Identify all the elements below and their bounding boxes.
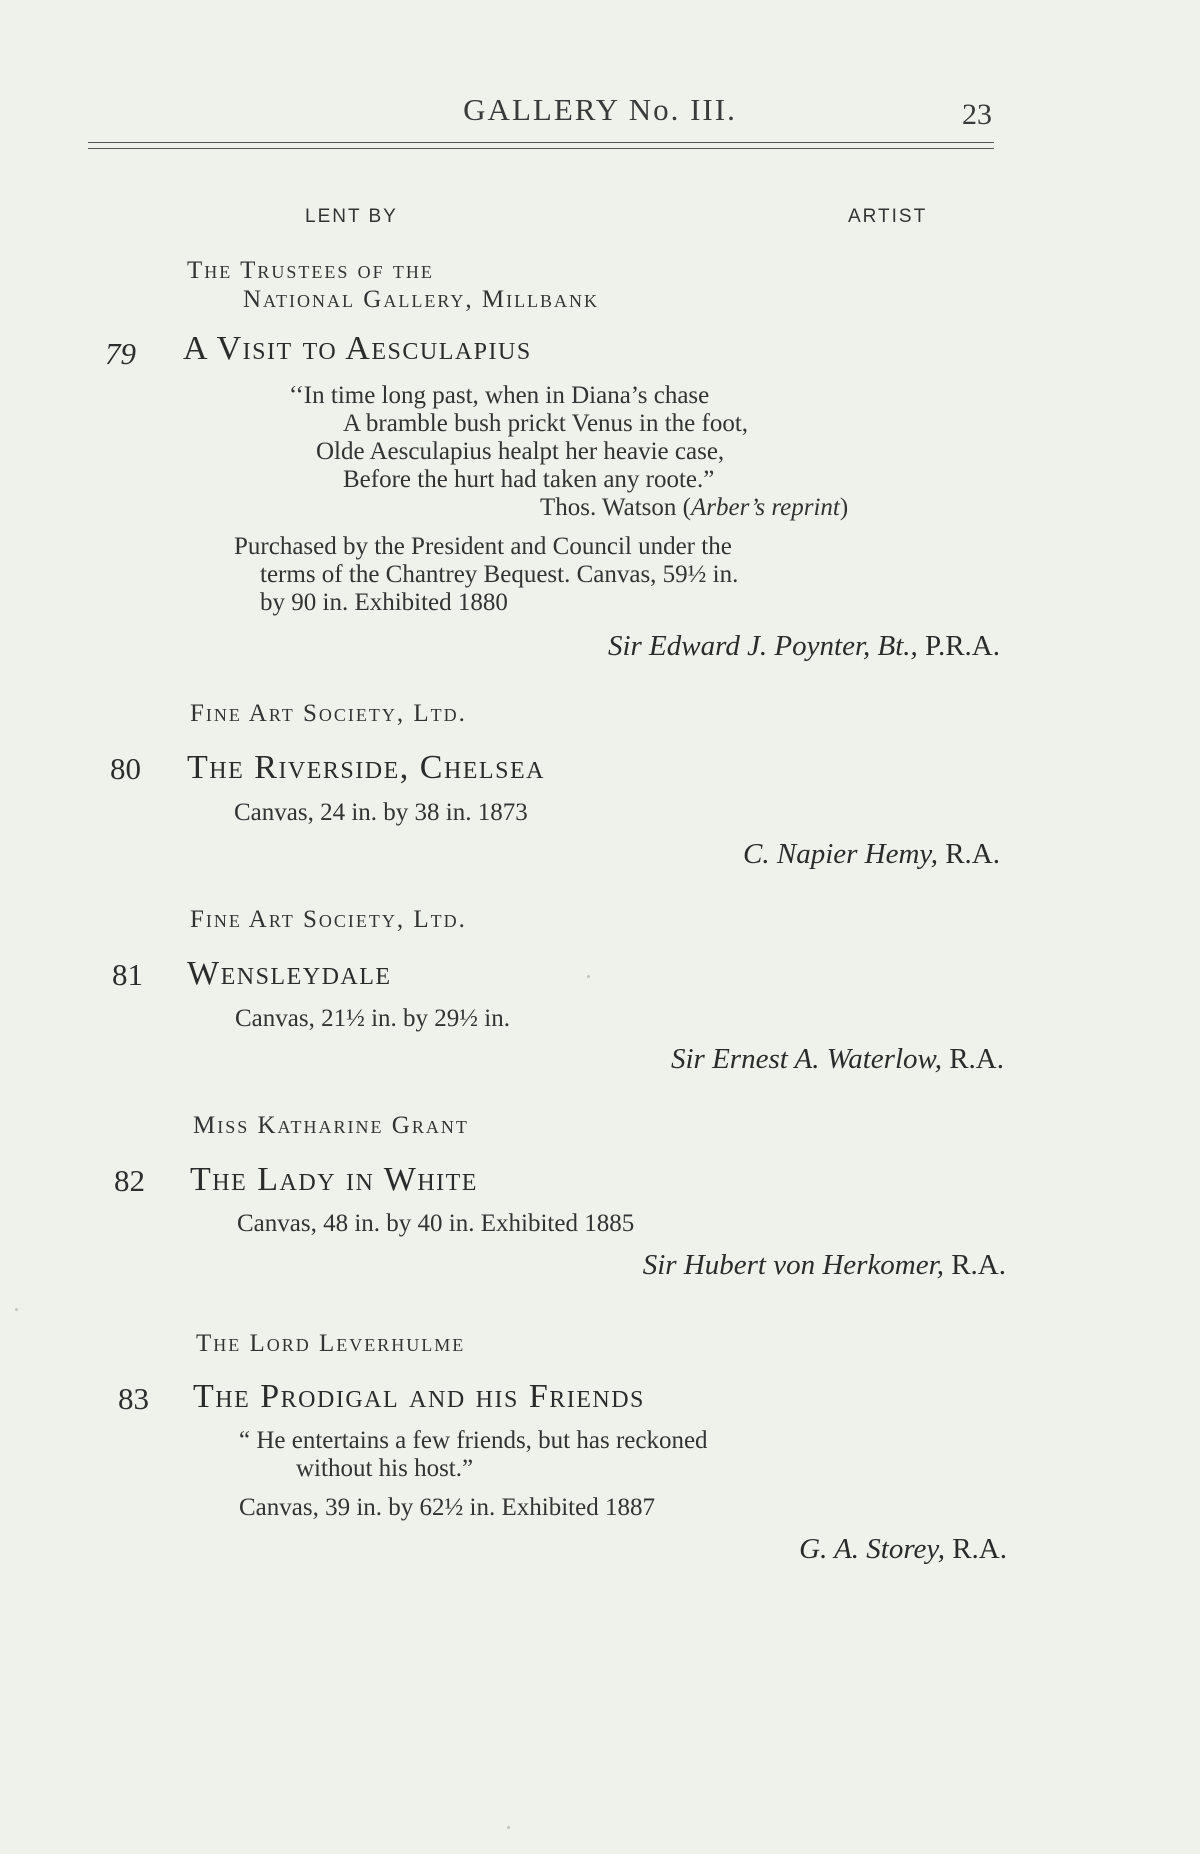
entry-details: Purchased by the President and Council under the: [234, 533, 732, 560]
header-rule: [88, 142, 994, 143]
entry-title: A Visit to Aesculapius: [183, 330, 532, 367]
entry-number: 79: [105, 336, 136, 371]
artist-name: C. Napier Hemy,: [743, 838, 938, 870]
artist-name: Sir Edward J. Poynter, Bt.,: [607, 630, 918, 662]
entry-artist: [643, 1249, 1006, 1282]
entry-artist: [608, 630, 1000, 663]
entry-details: terms of the Chantrey Bequest. Canvas, 59½ in.: [260, 561, 739, 588]
artist-name: G. A. Storey,: [799, 1533, 945, 1565]
entry-details: Canvas, 24 in. by 38 in. 1873: [234, 799, 528, 826]
entry-number: 83: [118, 1381, 149, 1416]
entry-number: 82: [114, 1163, 145, 1198]
entry-lender: The Lord Leverhulme: [196, 1330, 466, 1357]
citation-close: ): [839, 494, 849, 521]
running-head: GALLERY No. III.: [463, 92, 737, 127]
paper-speck: [587, 975, 590, 978]
header-rule: [88, 148, 994, 149]
entry-artist: [799, 1533, 1007, 1566]
verse-line: “ He entertains a few friends, but has reckoned: [239, 1427, 708, 1454]
artist-name: Sir Hubert von Herkomer,: [642, 1249, 944, 1281]
verse-line: without his host.”: [296, 1455, 474, 1482]
artist-title: R.A.: [941, 1043, 1004, 1075]
paper-speck: [507, 1826, 510, 1829]
artist-title: R.A.: [944, 1533, 1007, 1565]
entry-title: Wensleydale: [187, 955, 392, 992]
entry-lender: Fine Art Society, Ltd.: [190, 906, 467, 933]
artist-title: R.A.: [943, 1249, 1006, 1281]
entry-title: The Prodigal and his Friends: [193, 1378, 645, 1415]
entry-details: Canvas, 48 in. by 40 in. Exhibited 1885: [237, 1210, 635, 1237]
entry-lender: Fine Art Society, Ltd.: [190, 700, 467, 727]
artist-title: R.A.: [937, 838, 1000, 870]
entry-details: Canvas, 21½ in. by 29½ in.: [235, 1005, 510, 1032]
citation-author: Thos. Watson (: [540, 494, 691, 521]
entry-lender: National Gallery, Millbank: [243, 286, 600, 313]
entry-title: The Lady in White: [190, 1161, 478, 1198]
entry-number: 81: [112, 957, 143, 992]
verse-line: ‘‘In time long past, when in Diana’s chase: [289, 382, 710, 409]
verse-citation: [540, 494, 848, 522]
artist-heading: ARTIST: [848, 206, 928, 227]
entry-number: 80: [110, 751, 141, 786]
entry-lender: Miss Katharine Grant: [193, 1112, 469, 1139]
verse-line: Before the hurt had taken any roote.”: [343, 466, 715, 493]
entry-artist: [743, 838, 1000, 871]
paper-speck: [15, 1308, 18, 1311]
citation-source: Arber’s reprint: [691, 494, 840, 521]
artist-title: P.R.A.: [917, 630, 1000, 662]
verse-line: A bramble bush prickt Venus in the foot,: [343, 410, 749, 437]
page-number: 23: [962, 98, 992, 131]
verse-line: Olde Aesculapius healpt her heavie case,: [316, 438, 725, 465]
entry-details: Canvas, 39 in. by 62½ in. Exhibited 1887: [239, 1494, 655, 1521]
lent-by-heading: LENT BY: [305, 206, 398, 227]
entry-details: by 90 in. Exhibited 1880: [260, 589, 508, 616]
entry-lender: The Trustees of the: [187, 257, 434, 284]
entry-title: The Riverside, Chelsea: [187, 749, 545, 786]
entry-artist: [671, 1043, 1004, 1076]
artist-name: Sir Ernest A. Waterlow,: [670, 1043, 942, 1075]
